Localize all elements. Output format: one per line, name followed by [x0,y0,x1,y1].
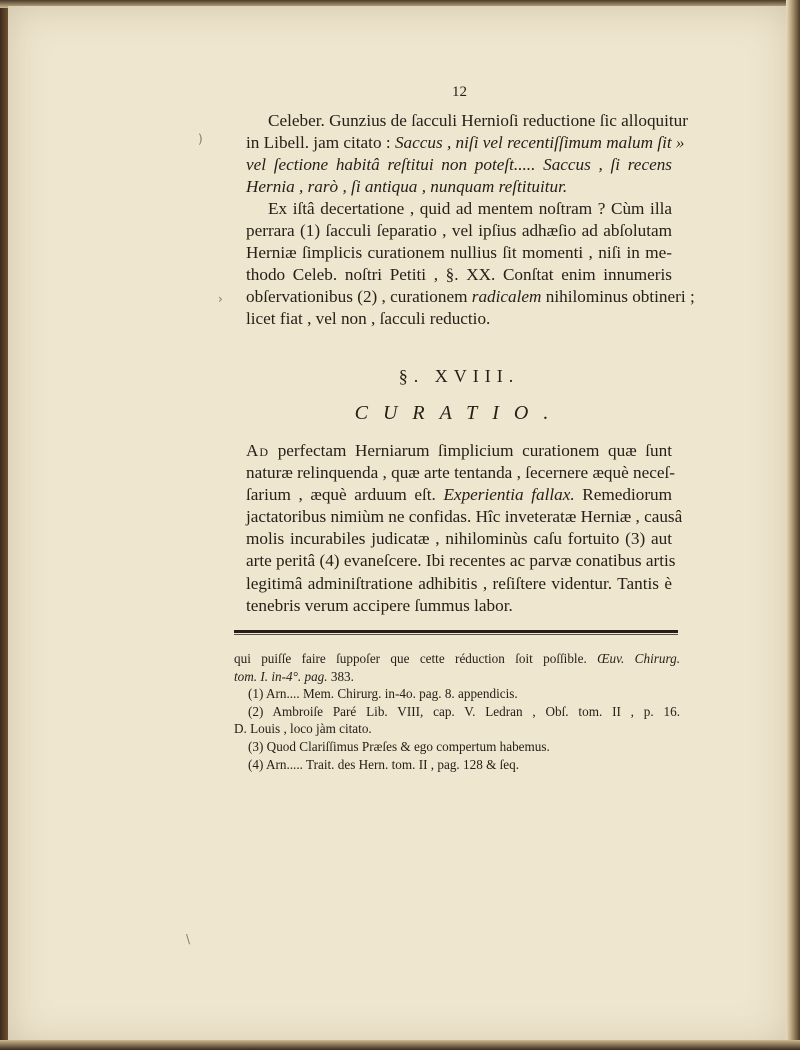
text-line: naturæ relinquenda , quæ arte tentanda , ſecernere æquè neceſ- [246,463,676,483]
opening-word: Ad [246,441,270,460]
text-segment: in Libell. jam citato : [246,133,395,153]
paragraph-gunzius [246,110,689,198]
text-line: thodo Celeb. noſtri Petiti , §. XX. Conſtat enim innumeris [246,265,672,285]
text-segment: ſarium , æquè arduum eſt. [246,485,444,505]
text-line [246,286,695,308]
text-segment: obſervationibus (2) , curationem [246,287,472,307]
footnote-rule [234,630,678,633]
page-edge-bottom [0,1040,800,1050]
text-line: Celeber. Gunzius de ſacculi Hernioſi reductione ſic alloquitur [268,111,689,130]
text-line: Herniæ ſimplicis curationem nullius ſit momenti , niſi in me- [246,243,672,263]
text-line: molis incurabiles judicatæ , nihilominùs caſu fortuito (3) aut [246,529,672,549]
text-line [246,154,672,176]
footnote-rule-thin [234,634,678,635]
emphasis-experientia: Experientia fallax. [443,485,575,505]
text-segment: perfectam Herniarum ſimplicium curationem quæ ſunt [269,441,672,460]
page-edge-right [786,0,800,1050]
footnote-continuation [234,650,680,668]
quoted-text: Hernia , rarò , ſi antiqua , nunquam reſtituitur. [246,177,568,197]
footnote-3: (3) Quod Clariſſimus Præſes & ego compertum habemus. [248,738,550,754]
text-segment: nihilominus obtineri ; [541,287,695,307]
footnote-4: (4) Arn..... Trait. des Hern. tom. II , pag. 128 & ſeq. [248,756,520,772]
text-line: licet fiat , vel non , ſacculi reductio. [246,309,491,329]
footnote-1: (1) Arn.... Mem. Chirurg. in-4o. pag. 8. appendicis. [248,686,518,702]
text-line: Ex iſtâ decertatione , quid ad mentem noſtram ? Cùm illa [268,199,672,218]
margin-mark: \ [186,932,191,946]
text-line [246,484,672,506]
section-heading: CURATIO. [354,402,564,424]
text-line: tenebris verum accipere ſummus labor. [246,595,513,615]
footnotes [234,650,680,773]
text-segment: Remediorum [574,485,673,505]
text-segment: 383. [327,668,354,684]
citation-ref: tom. I. in-4°. pag. [234,668,328,684]
footnote-continuation [234,668,680,686]
emphasis-radicalem: radicalem [471,287,542,307]
text-segment: qui puiſſe faire ſuppoſer que cette réduction ſoit poſſible. [234,651,598,666]
quoted-text: ſectione habitâ reſtitui non poteſt..... Saccus , ſi recens [273,155,672,175]
text-line [246,440,672,462]
quoted-text: Saccus , niſi vel recentiſſimum malum ſit » [394,133,685,153]
text-line: jactatoribus nimiùm ne confidas. Hîc inveteratæ Herniæ , causâ [246,507,683,527]
margin-mark: ) [198,132,203,146]
footnote-2-continued: D. Louis , loco jàm citato. [234,721,372,737]
page-number: 12 [452,84,467,100]
text-line: arte peritâ (4) evaneſcere. Ibi recentes ac parvæ conatibus artis [246,551,676,571]
text-segment: vel [246,155,274,175]
text-line: legitimâ adminiſtratione adhibitis , reſiſtere videntur. Tantis è [246,573,672,593]
footnote-2: (2) Ambroiſe Paré Lib. VIII, cap. V. Ledran , Obſ. tom. II , p. 16. [248,703,680,719]
section-number: §. XVIII. [398,366,520,386]
margin-mark: › [218,292,223,306]
paragraph-curatio [246,440,683,617]
paragraph-decertatione [246,198,695,331]
citation-title: Œuv. Chirurg. [597,651,680,666]
text-line [246,132,685,154]
text-line: perrara (1) ſacculi ſeparatio , vel ipſius adhæſio ad abſolutam [246,221,672,241]
